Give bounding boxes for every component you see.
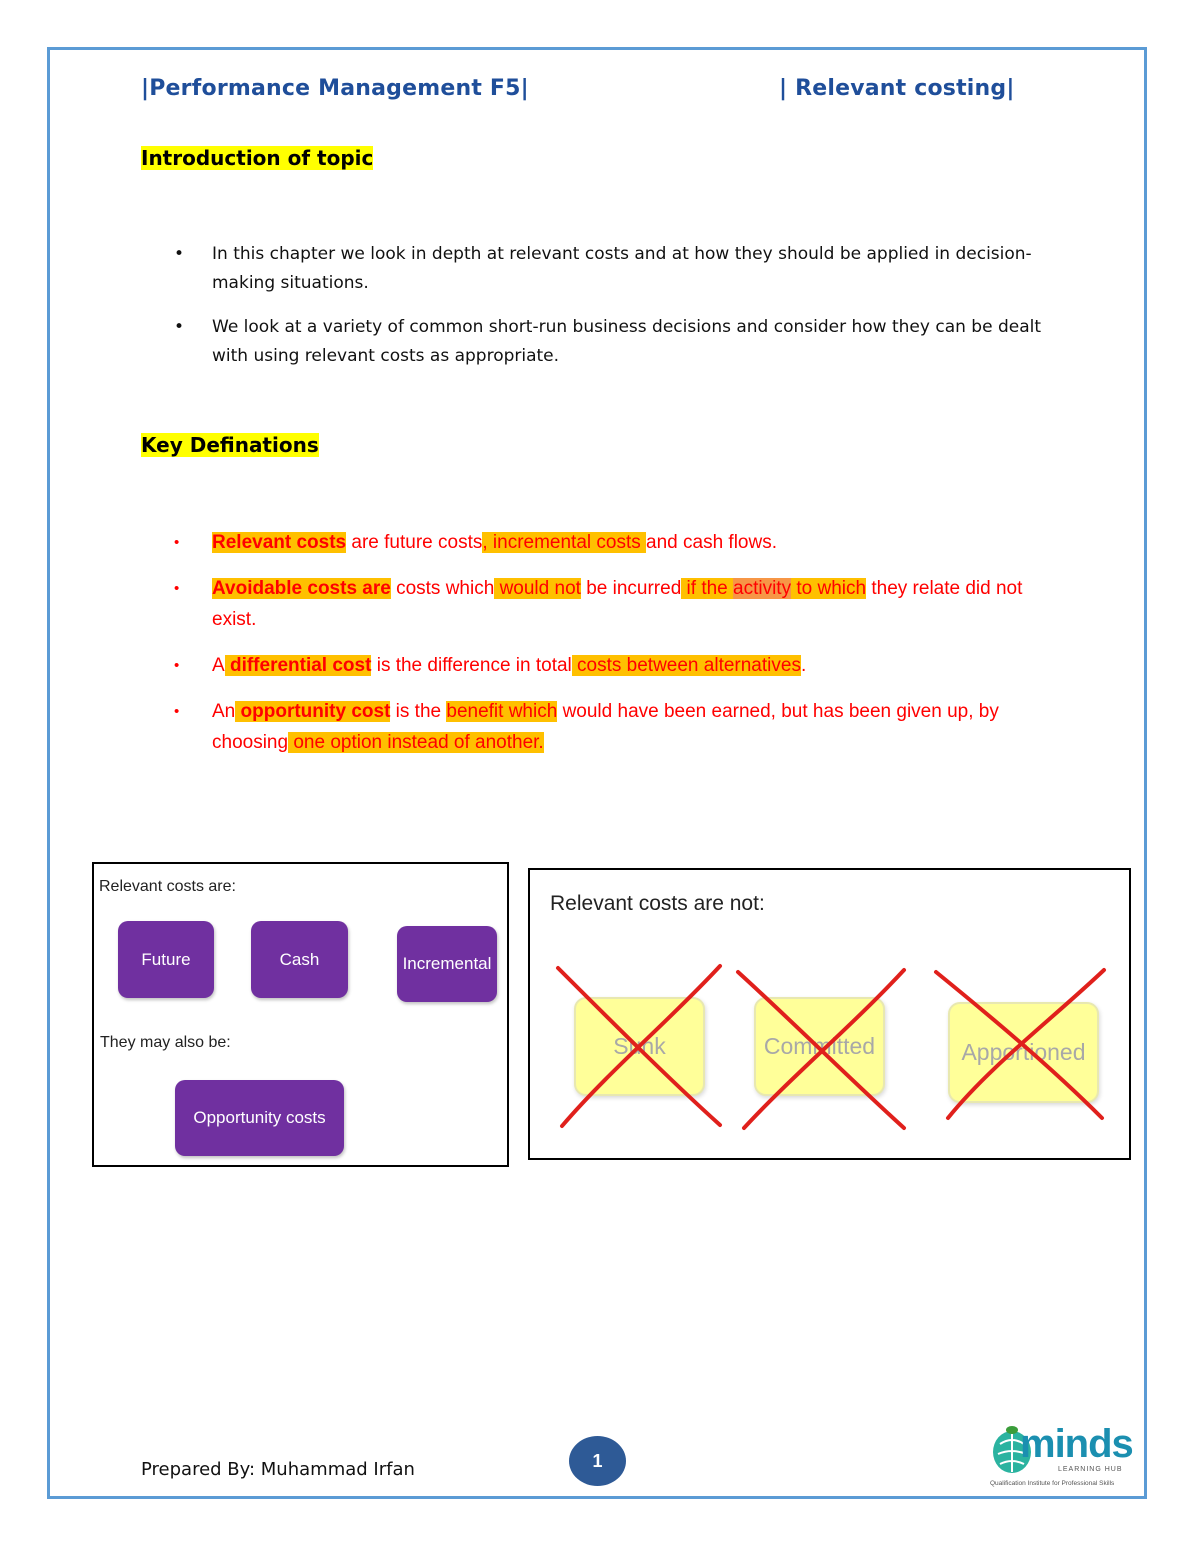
definition-text: costs which: [390, 578, 495, 599]
term: Avoidable costs are: [212, 578, 391, 599]
list-item: [174, 240, 1072, 298]
definitions-title: [141, 433, 319, 457]
apportioned-box: Apportioned: [948, 1002, 1099, 1103]
definition-text: would have been earned, but has been given up, by choosing: [212, 701, 999, 753]
committed-box: Committed: [754, 997, 885, 1096]
cross-icon: [732, 966, 912, 1136]
definition-text: and cash flows.: [646, 532, 777, 553]
definition-text: .: [800, 655, 807, 676]
panel-sublabel: They may also be:: [100, 1034, 231, 1051]
definition-avoidable-costs: [174, 573, 1072, 635]
opportunity-costs-box: Opportunity costs: [175, 1080, 344, 1156]
definition-text: be incurred: [580, 578, 682, 599]
incremental-box: Incremental: [397, 926, 497, 1002]
bullet-icon: •: [174, 534, 180, 551]
header-left: |Performance Management F5|: [141, 76, 529, 101]
intro-title-text: Introduction of topic: [141, 146, 374, 170]
intro-list: [174, 240, 1072, 386]
relevant-costs-are-not-panel: [528, 868, 1131, 1160]
definition-opportunity-cost: [174, 696, 1072, 758]
cross-icon: [550, 960, 730, 1130]
highlight: costs between alternatives: [571, 655, 801, 676]
definition-text: is the: [390, 701, 447, 722]
intro-bullet-text: We look at a variety of common short-run business decisions and consider how they can be dealt with using relevant costs as appropriate.: [212, 317, 1041, 366]
minds-logo: [988, 1418, 1133, 1496]
sunk-box: Sunk: [574, 997, 705, 1096]
panel-label: Relevant costs are:: [99, 878, 236, 895]
definition-text: An: [212, 701, 236, 722]
logo-tagline: Qualification Institute for Professional Skills: [990, 1480, 1115, 1487]
definition-text: is the difference in total: [371, 655, 572, 676]
definitions-list: [174, 527, 1072, 773]
highlight: , incremental costs: [482, 532, 647, 553]
term: differential cost: [224, 655, 372, 676]
logo-subtitle: LEARNING HUB: [1058, 1466, 1123, 1473]
list-item: [174, 313, 1072, 371]
highlight: to which: [791, 578, 867, 599]
bullet-icon: •: [174, 244, 185, 264]
panel-label: Relevant costs are not:: [550, 892, 765, 915]
bullet-icon: •: [174, 703, 180, 720]
definition-text: they relate did not exist.: [212, 578, 1023, 630]
term: opportunity cost: [235, 701, 391, 722]
highlight: if the: [681, 578, 734, 599]
intro-bullet-text: In this chapter we look in depth at relevant costs and at how they should be applied in decision-making situations.: [212, 244, 1032, 293]
bullet-icon: •: [174, 580, 180, 597]
definition-relevant-costs: [174, 527, 1072, 558]
highlight: would not: [494, 578, 581, 599]
definition-differential-cost: [174, 650, 1072, 681]
definitions-title-text: Key Definations: [141, 433, 319, 457]
bullet-icon: •: [174, 657, 180, 674]
future-box: Future: [118, 921, 214, 998]
highlight: one option instead of another.: [288, 732, 544, 753]
definition-text: are future costs: [346, 532, 483, 553]
cross-icon: [930, 966, 1110, 1126]
page-number: 1: [569, 1436, 626, 1486]
bullet-icon: •: [174, 317, 185, 337]
highlight: benefit which: [446, 701, 558, 722]
highlight: activity: [733, 578, 792, 599]
prepared-by: Prepared By: Muhammad Irfan: [141, 1459, 415, 1480]
relevant-costs-are-panel: [92, 862, 509, 1167]
logo-wordmark: minds: [1020, 1422, 1133, 1466]
cash-box: Cash: [251, 921, 348, 998]
term: Relevant costs: [212, 532, 347, 553]
intro-title: [141, 146, 373, 170]
header-right: | Relevant costing|: [779, 76, 1015, 101]
definition-text: A: [212, 655, 225, 676]
